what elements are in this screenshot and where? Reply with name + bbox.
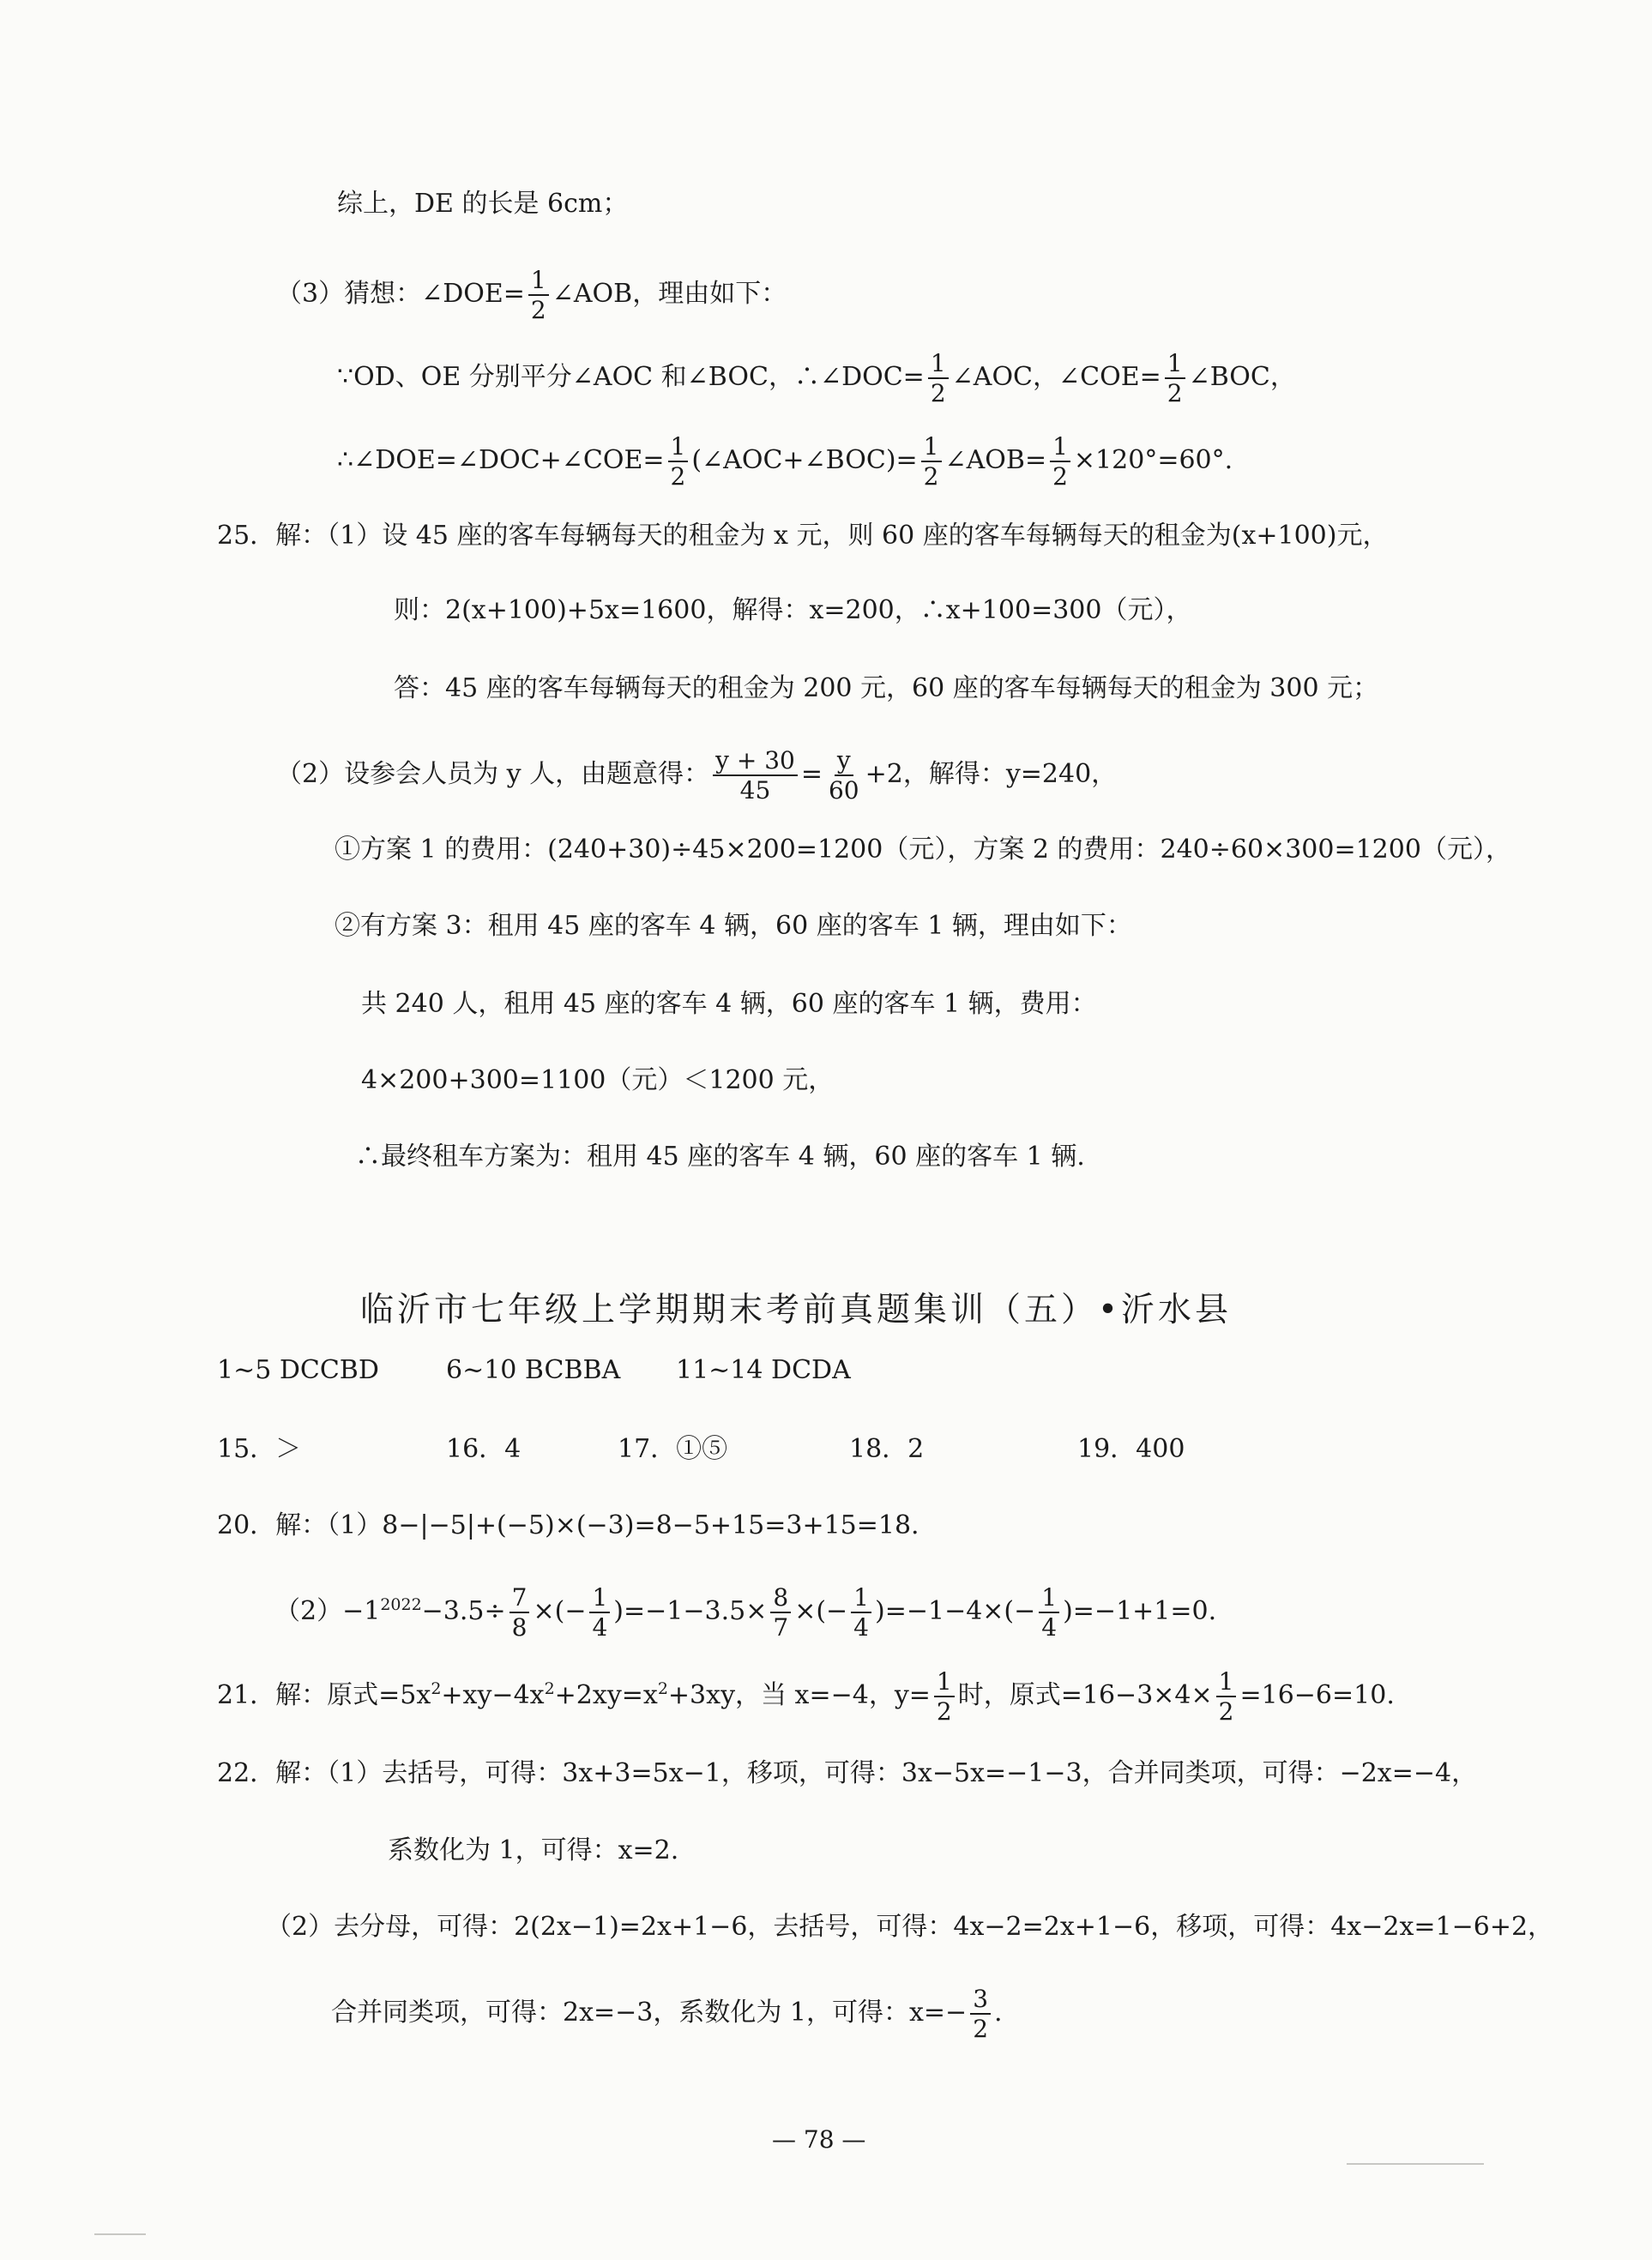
text-line [394,670,1378,708]
line-text: ∠AOC，∠COE= [951,362,1161,392]
fraction [826,746,862,805]
line-text: 21．解：原式=5x [217,1680,431,1710]
text-line [337,185,628,223]
line-text: 25．解：（1）设 45 座的客车每辆每天的租金为 x 元，则 60 座的客车每辆每天的租金为(x+100)元， [217,521,1389,551]
denominator: 2 [923,462,939,491]
denominator: 45 [739,776,771,805]
line-text: +3xy，当 x=−4，y= [667,1680,931,1710]
denominator: 4 [1041,1613,1058,1642]
answer-group: 6~10 BCBBA [446,1355,621,1385]
line-text: ×120°=60°. [1073,445,1233,475]
text-line [276,266,787,324]
numerator: 1 [851,1583,871,1613]
line-text: 则：2(x+100)+5x=1600，解得：x=200，∴x+100=300（元）， [394,595,1192,625]
fill-answer: 16．4 [446,1434,522,1464]
text-line [217,1507,919,1545]
exponent: 2022 [380,1595,422,1614]
denominator: 7 [773,1613,789,1642]
line-text: −3.5÷ [421,1596,506,1626]
text-line [335,907,1132,945]
text-line [217,517,1388,555]
numerator: 7 [509,1583,530,1613]
text-line [361,1062,834,1100]
fraction [589,1583,610,1642]
line-text: 20．解：（1）8−|−5|+(−5)×(−3)=8−5+15=3+15=18. [217,1510,919,1540]
scan-rule [94,2233,146,2235]
numerator: 1 [1165,349,1185,379]
fraction [528,266,549,324]
numerator: 1 [589,1583,610,1613]
section-title: 临沂市七年级上学期期末考前真题集训（五）•沂水县 [360,1291,1233,1329]
denominator: 2 [530,296,546,324]
line-text: 答：45 座的客车每辆每天的租金为 200 元，60 座的客车每辆每天的租金为 300 元； [394,673,1379,703]
denominator: 4 [592,1613,608,1642]
line-text: +xy−4x [441,1680,545,1710]
line-text: (∠AOC+∠BOC)= [691,445,918,475]
line-text: 4×200+300=1100（元）＜1200 元， [361,1065,835,1095]
numerator: 1 [528,266,549,296]
text-line [335,831,1511,869]
numerator: 8 [770,1583,791,1613]
line-text: 系数化为 1，可得：x=2. [388,1835,679,1865]
fraction [1165,349,1185,407]
line-text: （2）设参会人员为 y 人，由题意得： [276,759,710,789]
numerator: y + 30 [713,746,798,776]
numerator: 1 [1216,1667,1237,1697]
fraction [1216,1667,1237,1726]
line-text: = [800,759,823,789]
text-line [276,746,1117,805]
line-text: （2）−1 [274,1596,381,1626]
denominator: 2 [930,379,946,407]
denominator: 8 [511,1613,528,1642]
line-text: ×(− [533,1596,587,1626]
line-text: ×(− [794,1596,848,1626]
denominator: 2 [936,1697,952,1726]
fraction [1039,1583,1059,1642]
numerator: 3 [970,1985,991,2015]
denominator: 2 [1052,462,1068,491]
line-text: ∠BOC， [1188,362,1296,392]
scan-rule [1347,2163,1484,2165]
line-text: 22．解：（1）去括号，可得：3x+3=5x−1，移项，可得：3x−5x=−1−3，合并同类项，可得：−2x=−4， [217,1758,1478,1788]
line-text: ①方案 1 的费用：(240+30)÷45×200=1200（元），方案 2 的费用：240÷60×300=1200（元）， [335,835,1511,865]
line-text: （3）猜想：∠DOE= [276,279,525,309]
line-text: 合并同类项，可得：2x=−3，系数化为 1，可得：x=− [331,1998,968,2028]
fraction [509,1583,530,1642]
denominator: 2 [670,462,686,491]
text-line [331,1985,1003,2043]
page-number: — 78 — [772,2125,866,2154]
text-line [217,1755,1477,1793]
fraction [770,1583,791,1642]
text-line [266,1908,1553,1946]
line-text: )=−1−3.5× [613,1596,768,1626]
text-line [274,1583,1216,1642]
fill-answer: 18．2 [849,1434,925,1464]
fraction [928,349,949,407]
answer-group: 11~14 DCDA [676,1355,851,1385]
line-text: ②有方案 3：租用 45 座的客车 4 辆，60 座的客车 1 辆，理由如下： [335,911,1132,941]
fill-answer: 19．400 [1077,1434,1185,1464]
fraction [921,432,942,491]
denominator: 2 [1218,1697,1234,1726]
fill-answer: 17．①⑤ [618,1434,728,1464]
line-text: )=−1−4×(− [875,1596,1036,1626]
text-line [355,1138,1085,1176]
line-text: =16−6=10. [1239,1680,1395,1710]
numerator: y [835,746,853,776]
text-line [337,432,1233,491]
numerator: 1 [921,432,942,462]
fraction [934,1667,955,1726]
denominator: 60 [828,776,859,805]
line-text: 综上，DE 的长是 6cm； [337,189,629,219]
exponent: 2 [544,1679,555,1698]
text-line [337,349,1296,407]
answer-group: 1~5 DCCBD [217,1355,379,1385]
exponent: 2 [657,1679,668,1698]
fraction [851,1583,871,1642]
text-line [217,1667,1395,1726]
numerator: 1 [928,349,949,379]
line-text: . [994,1998,1003,2028]
text-line [388,1832,678,1870]
denominator: 2 [973,2015,989,2043]
numerator: 1 [1050,432,1070,462]
denominator: 2 [1167,379,1183,407]
fraction [713,746,798,805]
fill-answer: 15．＞ [217,1434,302,1464]
line-text: ∠AOB= [944,445,1047,475]
line-text: ∴∠DOE=∠DOC+∠COE= [337,445,665,475]
line-text: +2，解得：y=240， [865,759,1118,789]
numerator: 1 [668,432,689,462]
line-text: ∠AOB，理由如下： [552,279,787,309]
line-text: ∴最终租车方案为：租用 45 座的客车 4 辆，60 座的客车 1 辆. [355,1142,1085,1172]
fraction [970,1985,991,2043]
text-line [361,985,1097,1023]
numerator: 1 [934,1667,955,1697]
numerator: 1 [1039,1583,1059,1613]
line-text: 时，原式=16−3×4× [957,1680,1213,1710]
line-text: 共 240 人，租用 45 座的客车 4 辆，60 座的客车 1 辆，费用： [361,989,1097,1019]
line-text: +2xy=x [554,1680,658,1710]
denominator: 4 [853,1613,869,1642]
line-text: （2）去分母，可得：2(2x−1)=2x+1−6，去括号，可得：4x−2=2x+1−6，移项，可得：4x−2x=1−6+2， [266,1912,1554,1942]
exponent: 2 [431,1679,442,1698]
line-text: )=−1+1=0. [1063,1596,1217,1626]
fraction [668,432,689,491]
fraction [1050,432,1070,491]
line-text: ∵OD、OE 分别平分∠AOC 和∠BOC，∴∠DOC= [337,362,925,392]
text-line [394,592,1191,630]
